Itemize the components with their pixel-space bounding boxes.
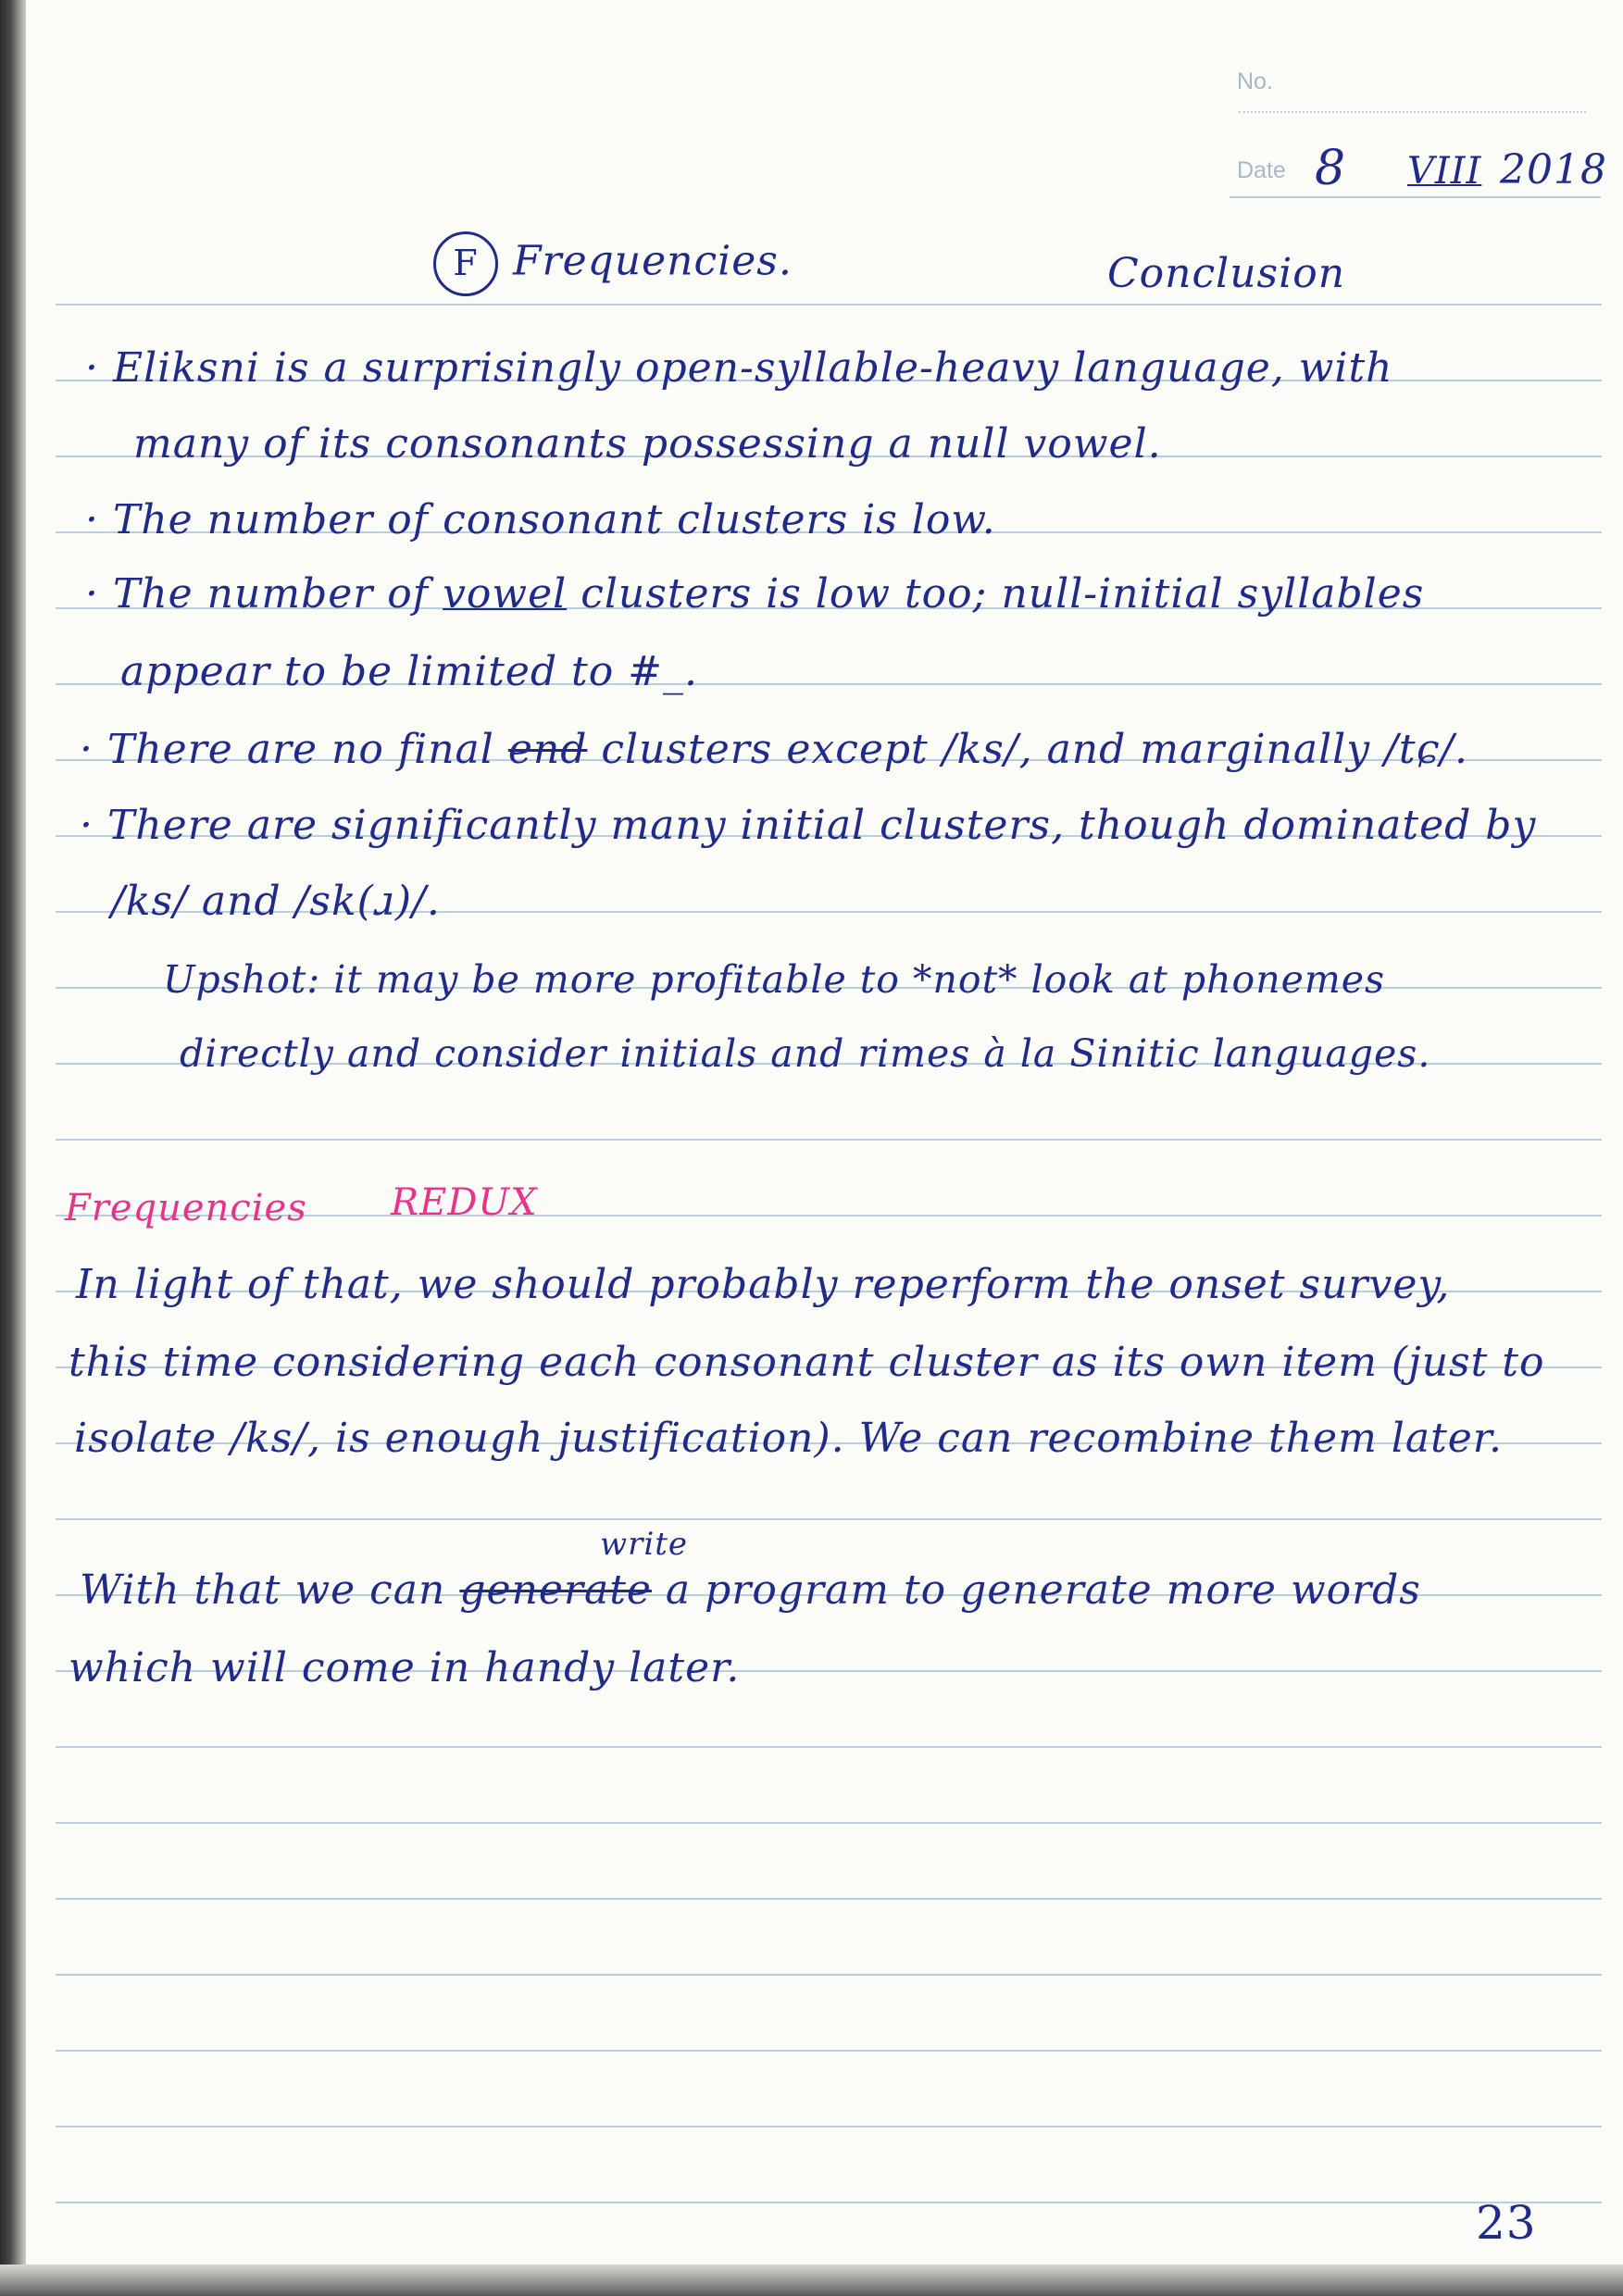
ruled-line <box>56 1822 1602 1824</box>
ruled-line <box>56 1974 1602 1976</box>
closing-line-1: With that we can generate a program to generate more words <box>80 1566 1421 1614</box>
inserted-word: write <box>600 1526 689 1563</box>
ruled-line <box>56 2126 1602 2128</box>
redux-title-frequencies: Frequencies <box>65 1187 307 1229</box>
ruled-line <box>56 1898 1602 1900</box>
upshot-line-1: Upshot: it may be more profitable to *not* look at phonemes <box>163 957 1386 1002</box>
bullet-4-line-1: · There are no final end clusters except /ks/, and marginally /tɕ/. <box>80 726 1469 773</box>
upshot-line-2: directly and consider initials and rimes à la Sinitic languages. <box>180 1031 1431 1076</box>
ruled-line <box>56 2050 1602 2052</box>
date-label: Date <box>1237 157 1286 183</box>
page-number: 23 <box>1476 2196 1537 2250</box>
page-bottom-edge <box>0 2265 1623 2296</box>
redux-line-2: this time considering each consonant cluster as its own item (just to <box>69 1339 1545 1386</box>
date-year: 2018 <box>1500 146 1607 193</box>
ruled-line <box>56 2202 1602 2203</box>
date-field-line <box>1230 196 1601 198</box>
section-letter-circle: F <box>433 231 498 296</box>
redux-line-1: In light of that, we should probably reperform the onset survey, <box>76 1261 1451 1308</box>
ruled-line <box>56 304 1602 306</box>
bullet-2-line-1: · The number of consonant clusters is low. <box>85 496 996 543</box>
notebook-binding <box>0 0 26 2296</box>
no-field-line <box>1239 111 1586 115</box>
bullet-5-line-2: /ks/ and /sk(ɹ)/. <box>111 878 441 925</box>
heading-conclusion: Conclusion <box>1107 250 1346 297</box>
struck-word: end <box>507 726 588 773</box>
closing-line-2: which will come in handy later. <box>69 1644 741 1691</box>
page-heading <box>433 231 793 296</box>
bullet-3-line-1: · The number of vowel clusters is low too; null-initial syllables <box>85 570 1425 618</box>
ruled-line <box>56 1139 1602 1141</box>
redux-title-redux: REDUX <box>391 1181 538 1224</box>
bullet-3-line-2: appear to be limited to #_. <box>120 648 699 695</box>
bullet-1-line-1: · Eliksni is a surprisingly open-syllable-heavy language, with <box>85 344 1393 392</box>
underlined-word: vowel <box>443 570 568 618</box>
bullet-1-line-2: many of its consonants possessing a null vowel. <box>133 420 1162 468</box>
date-day: 8 <box>1315 141 1347 196</box>
no-label: No. <box>1237 69 1273 94</box>
redux-line-3: isolate /ks/, is enough justification). We can recombine them later. <box>74 1415 1503 1462</box>
ruled-line <box>56 1518 1602 1520</box>
date-month: VIII <box>1407 150 1482 193</box>
struck-word: generate <box>459 1566 652 1614</box>
heading-title: Frequencies <box>513 237 779 285</box>
ruled-line <box>56 1746 1602 1748</box>
heading-dot: . <box>778 237 793 285</box>
bullet-5-line-1: · There are significantly many initial clusters, though dominated by <box>80 802 1537 849</box>
